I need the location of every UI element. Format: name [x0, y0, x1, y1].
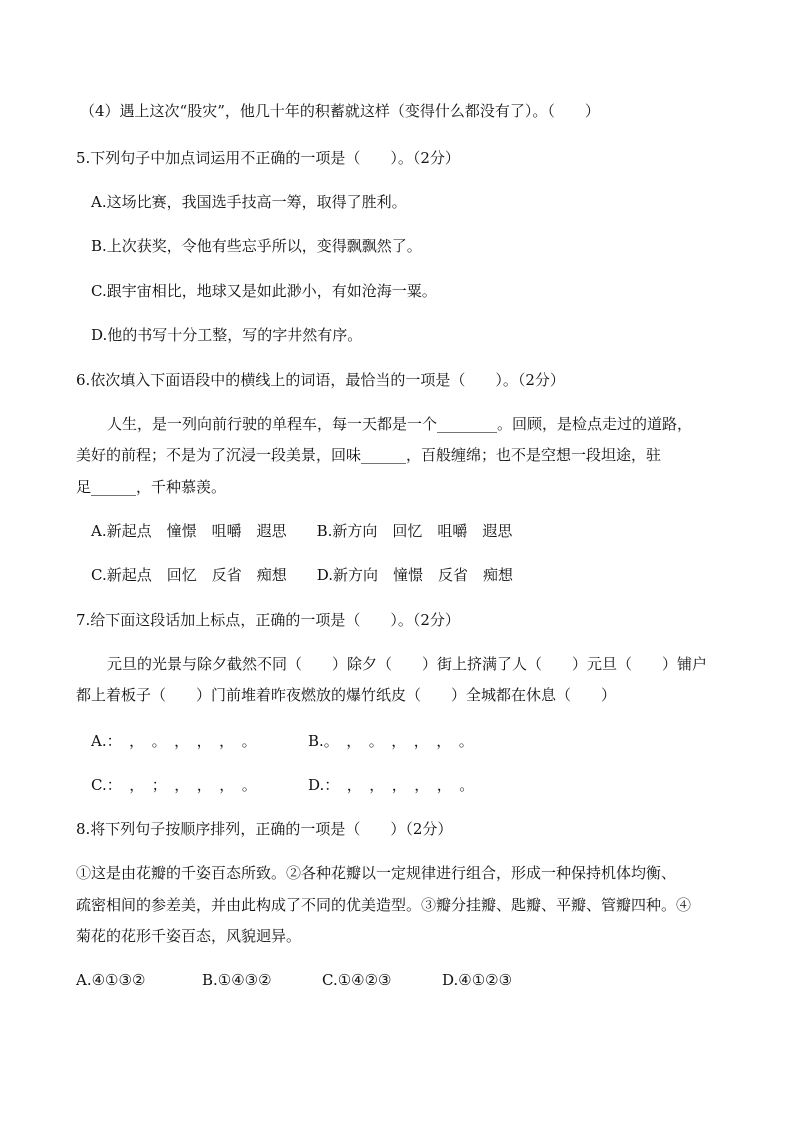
q7-option-a: A.： ， 。 ， ， ， 。 [91, 732, 257, 750]
q7-passage-line-1: 元旦的光景与除夕截然不同（ ）除夕（ ）街上挤满了人（ ）元旦（ ）铺户 [107, 655, 708, 673]
q5-option-c: C.跟宇宙相比，地球又是如此渺小，有如沧海一粟。 [91, 282, 437, 300]
q8-passage-line-2: 疏密相间的参差美，并由此构成了不同的优美造型。③瓣分挂瓣、匙瓣、平瓣、管瓣四种。④ [76, 896, 692, 914]
q8-passage-line-3: 菊花的花形千姿百态，风貌迥异。 [76, 927, 302, 945]
q7-option-b: B.。 ， 。 ， ， ， 。 [308, 732, 474, 750]
q7-option-c: C.： ， ； ， ， ， 。 [91, 776, 257, 794]
q6-options-row-2: C.新起点 回忆 反省 痴想 D.新方向 憧憬 反省 痴想 [91, 566, 513, 584]
q7-option-d: D.： ， ， ， ， ， 。 [308, 776, 475, 794]
q4-item-4: （4）遇上这次“股灾”，他几十年的积蓄就这样（变得什么都没有了）。（ ） [80, 102, 600, 120]
q6-options-row-1: A.新起点 憧憬 咀嚼 遐思 B.新方向 回忆 咀嚼 遐思 [91, 522, 513, 540]
q6-passage-line-2: 美好的前程；不是为了沉浸一段美景，回味______，百般缠绵；也不是空想一段坦途，驻 [76, 446, 662, 464]
q8-option-b: B.①④③② [202, 971, 272, 989]
q6-passage-line-3: 足______，千种慕羡。 [76, 478, 227, 496]
q6-passage-line-1: 人生，是一列向前行驶的单程车，每一天都是一个________。回顾，是检点走过的道路， [107, 415, 693, 433]
q8-passage-line-1: ①这是由花瓣的千姿百态所致。②各种花瓣以一定规律进行组合，形成一种保持机体均衡、 [76, 864, 677, 882]
q8-option-d: D.④①②③ [442, 971, 513, 989]
q5-option-b: B.上次获奖，令他有些忘乎所以，变得飘飘然了。 [91, 237, 422, 255]
q6-stem: 6.依次填入下面语段中的横线上的词语，最恰当的一项是（ ）。（2分） [76, 371, 565, 389]
q7-stem: 7.给下面这段话加上标点，正确的一项是（ ）。（2分） [76, 611, 460, 629]
q5-stem: 5.下列句子中加点词运用不正确的一项是（ ）。（2分） [76, 149, 460, 167]
q7-passage-line-2: 都上着板子（ ）门前堆着昨夜燃放的爆竹纸皮（ ）全城都在休息（ ） [76, 686, 617, 704]
q5-option-d: D.他的书写十分工整，写的字井然有序。 [91, 326, 363, 344]
q5-option-a: A.这场比赛，我国选手技高一筹，取得了胜利。 [91, 193, 407, 211]
q8-stem: 8.将下列句子按顺序排列，正确的一项是（ ）（2分） [76, 820, 453, 838]
q8-option-c: C.①④②③ [322, 971, 392, 989]
q8-option-a: A.④①③② [76, 971, 146, 989]
